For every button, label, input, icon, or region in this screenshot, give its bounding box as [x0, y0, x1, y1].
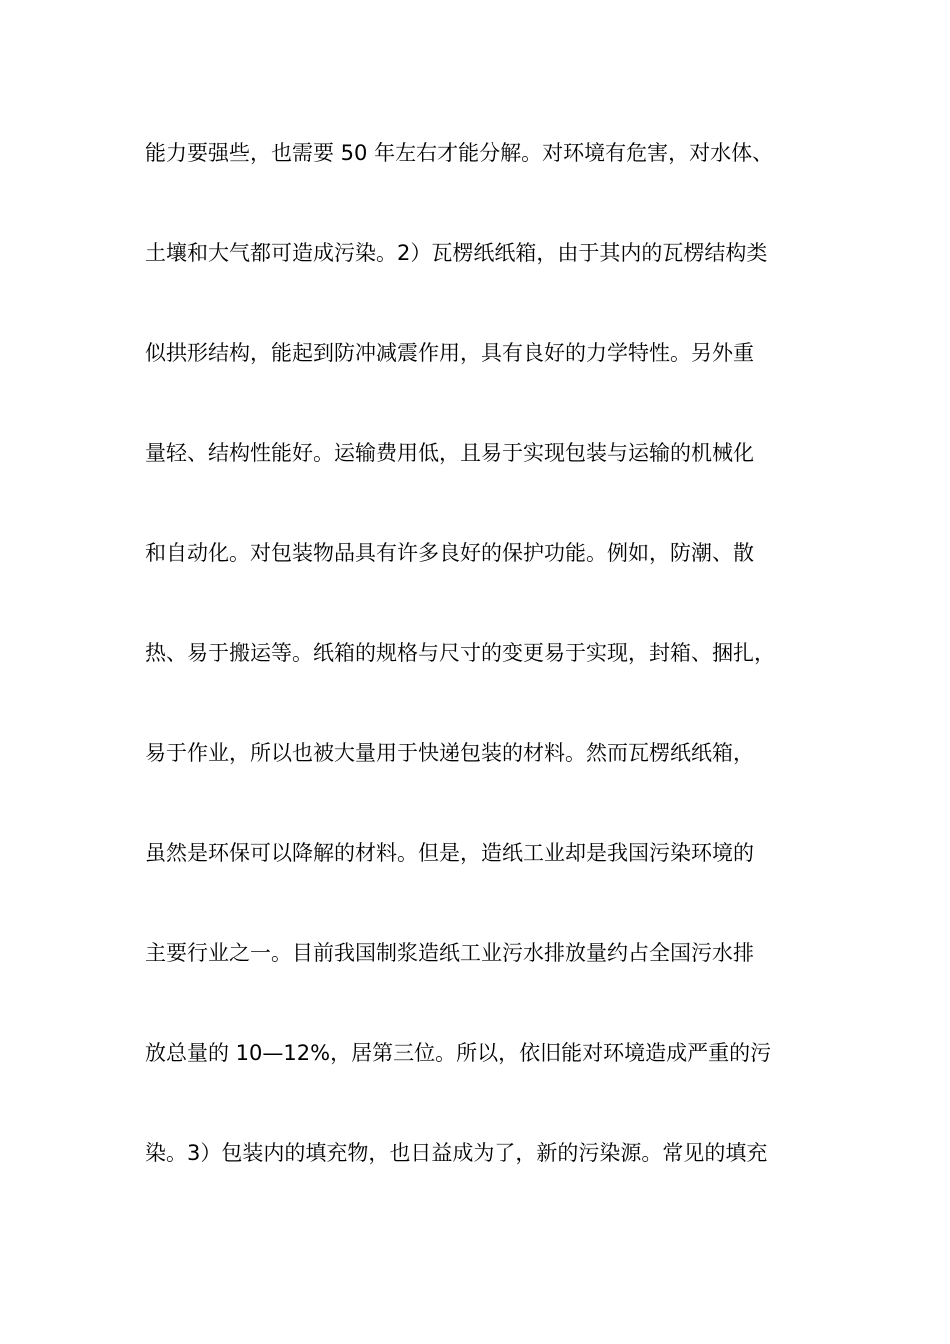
text-line-6: 热、易于搬运等。纸箱的规格与尺寸的变更易于实现，封箱、捆扎， — [145, 641, 775, 665]
text-line-8: 虽然是环保可以降解的材料。但是，造纸工业却是我国污染环境的 — [145, 841, 754, 865]
text-line-7: 易于作业，所以也被大量用于快递包装的材料。然而瓦楞纸纸箱， — [145, 741, 754, 765]
text-line-11: 染。3）包装内的填充物，也日益成为了，新的污染源。常见的填充 — [145, 1141, 768, 1165]
body-text — [145, 131, 825, 1231]
text-line-2: 土壤和大气都可造成污染。2）瓦楞纸纸箱，由于其内的瓦楞结构类 — [145, 241, 768, 265]
text-line-9: 主要行业之一。目前我国制浆造纸工业污水排放量约占全国污水排 — [145, 941, 754, 965]
text-line-10: 放总量的 10—12%，居第三位。所以，依旧能对环境造成严重的污 — [145, 1041, 772, 1065]
text-line-4: 量轻、结构性能好。运输费用低，且易于实现包装与运输的机械化 — [145, 441, 754, 465]
text-line-3: 似拱形结构，能起到防冲减震作用，具有良好的力学特性。另外重 — [145, 341, 754, 365]
text-line-1: 能力要强些，也需要 50 年左右才能分解。对环境有危害，对水体、 — [145, 141, 774, 165]
text-line-5: 和自动化。对包装物品具有许多良好的保护功能。例如，防潮、散 — [145, 541, 754, 565]
